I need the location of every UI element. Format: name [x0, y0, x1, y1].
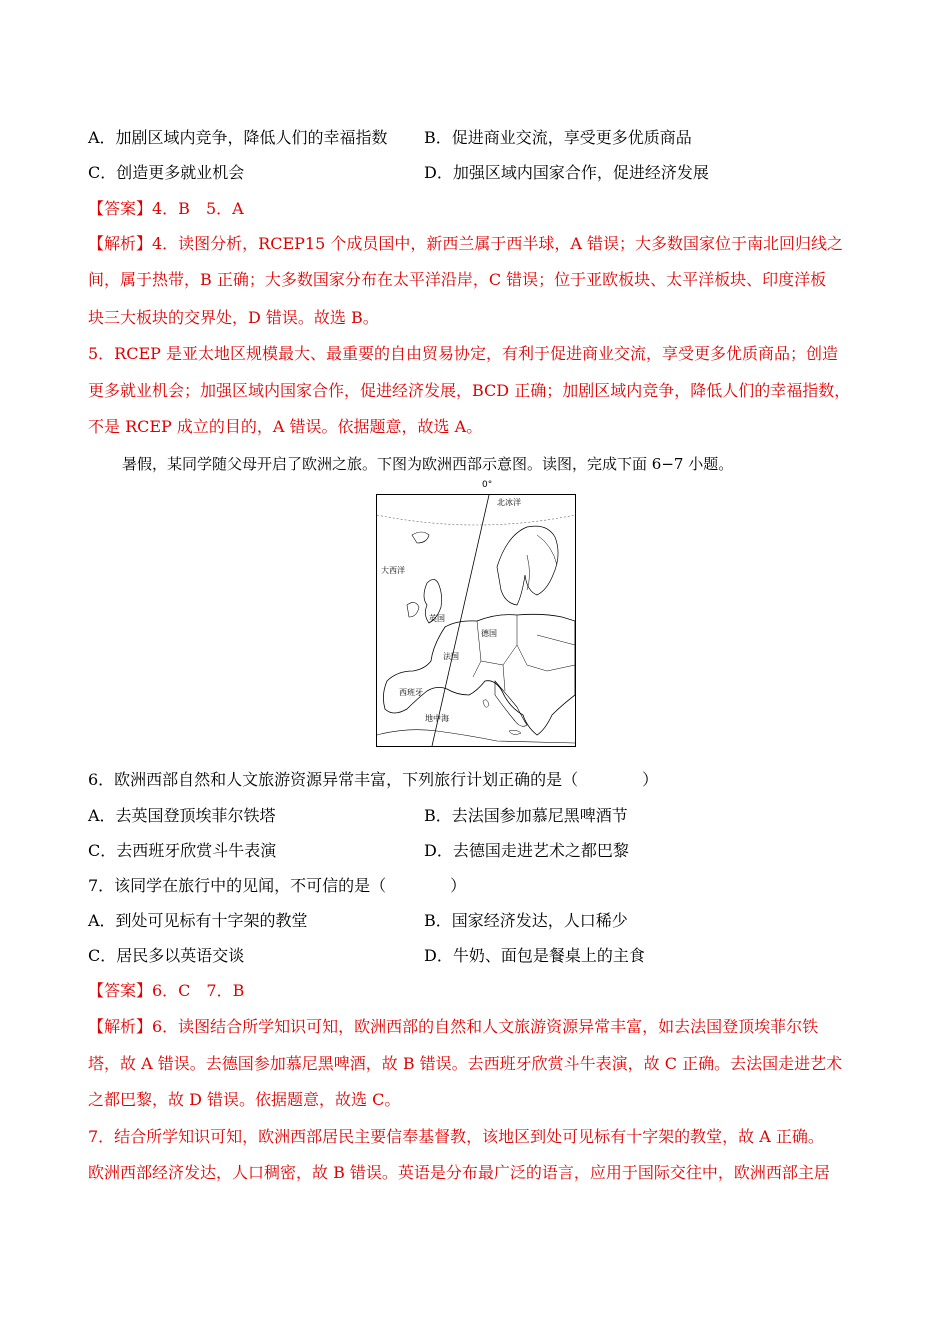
option-a-q6: A．去英国登顶埃菲尔铁塔 [88, 806, 276, 825]
option-b-q7: B．国家经济发达，人口稀少 [424, 911, 628, 930]
intro-text: 暑假，某同学随父母开启了欧洲之旅。下图为欧洲西部示意图。读图，完成下面 6−7 小题。 [122, 455, 734, 473]
option-a-q5: A．加剧区域内竞争，降低人们的幸福指数 [88, 128, 388, 147]
label-spain: 西班牙 [399, 688, 423, 697]
option-a-q7: A．到处可见标有十字架的教堂 [88, 911, 308, 930]
option-d-q6: D．去德国走进艺术之都巴黎 [424, 841, 629, 860]
europe-map-drawing [377, 495, 575, 746]
analysis-line: 块三大板块的交界处，D 错误。故选 B。 [88, 308, 379, 327]
option-c-q5: C．创造更多就业机会 [88, 163, 245, 182]
option-b-q6: B．去法国参加慕尼黑啤酒节 [424, 806, 628, 825]
analysis-line: 【解析】4．读图分析，RCEP15 个成员国中，新西兰属于西半球，A 错误；大多数国家位于南北回归线之 [88, 234, 844, 253]
analysis-line: 之都巴黎，故 D 错误。依据题意，故选 C。 [88, 1090, 401, 1109]
analysis-line: 间，属于热带，B 正确；大多数国家分布在太平洋沿岸，C 错误；位于亚欧板块、太平洋板块、印度洋板 [88, 270, 827, 289]
europe-map [376, 494, 576, 747]
question-7: 7．该同学在旅行中的见闻，不可信的是（ ） [88, 876, 467, 895]
question-6: 6．欧洲西部自然和人文旅游资源异常丰富，下列旅行计划正确的是（ ） [88, 770, 659, 789]
label-uk: 英国 [429, 614, 445, 623]
label-atlantic: 大西洋 [381, 566, 405, 575]
option-d-q7: D．牛奶、面包是餐桌上的主食 [424, 946, 645, 965]
analysis-line: 欧洲西部经济发达，人口稠密，故 B 错误。英语是分布最广泛的语言，应用于国际交往中，欧洲西部主居 [88, 1163, 830, 1182]
label-mediterranean: 地中海 [425, 714, 449, 723]
answer-6-7: 【答案】6．C 7．B [88, 981, 245, 1000]
meridian-label: 0° [482, 480, 493, 490]
option-c-q7: C．居民多以英语交谈 [88, 946, 245, 965]
analysis-line: 更多就业机会；加强区域内国家合作，促进经济发展，BCD 正确；加剧区域内竞争，降低人们的幸福指数， [88, 381, 851, 400]
label-germany: 德国 [481, 629, 497, 638]
option-c-q6: C．去西班牙欣赏斗牛表演 [88, 841, 277, 860]
option-d-q5: D．加强区域内国家合作，促进经济发展 [424, 163, 709, 182]
label-arctic-ocean: 北冰洋 [497, 498, 521, 507]
option-b-q5: B．促进商业交流，享受更多优质商品 [424, 128, 692, 147]
analysis-line: 【解析】6．读图结合所学知识可知，欧洲西部的自然和人文旅游资源异常丰富，如去法国登顶埃菲尔铁 [88, 1017, 819, 1036]
answer-4-5: 【答案】4．B 5．A [88, 199, 244, 218]
analysis-line: 5．RCEP 是亚太地区规模最大、最重要的自由贸易协定，有利于促进商业交流，享受更多优质商品；创造 [88, 344, 839, 363]
label-france: 法国 [443, 652, 459, 661]
analysis-line: 7．结合所学知识可知，欧洲西部居民主要信奉基督教，该地区到处可见标有十字架的教堂，故 A 正确。 [88, 1127, 824, 1146]
analysis-line: 塔，故 A 错误。去德国参加慕尼黑啤酒，故 B 错误。去西班牙欣赏斗牛表演，故 C 正确。去法国走进艺术 [88, 1054, 843, 1073]
analysis-line: 不是 RCEP 成立的目的，A 错误。依据题意，故选 A。 [88, 417, 483, 436]
